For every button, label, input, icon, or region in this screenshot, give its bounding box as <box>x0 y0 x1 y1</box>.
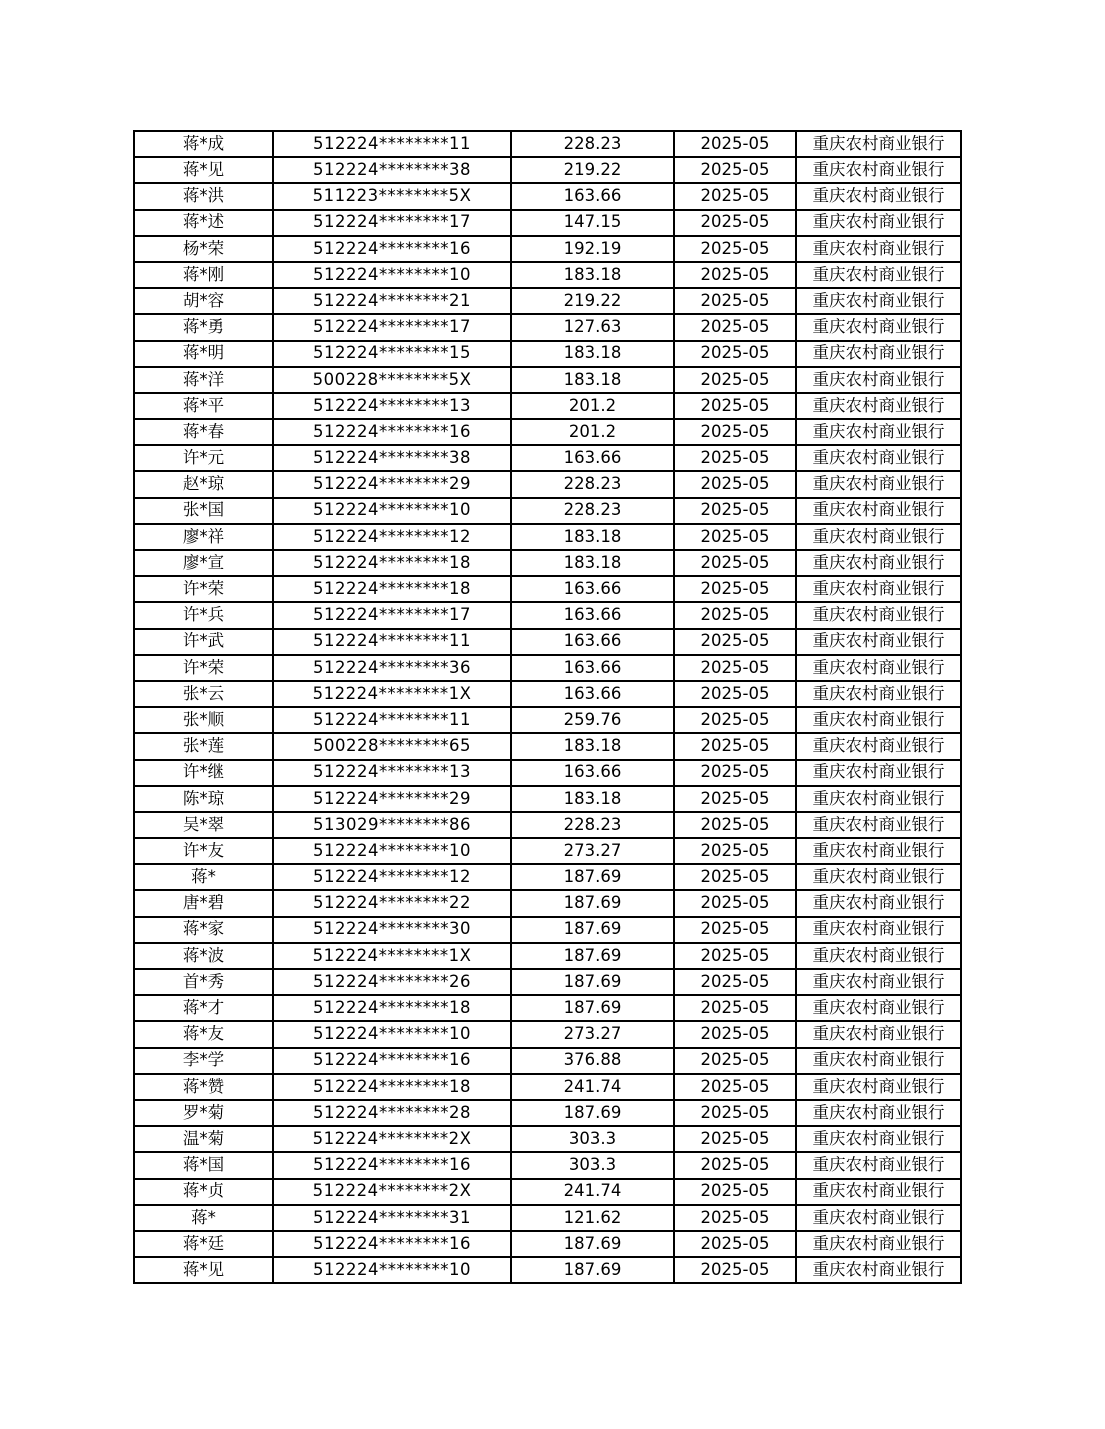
cell-month: 2025-05 <box>674 1021 796 1047</box>
cell-amount: 192.19 <box>511 236 674 262</box>
table-row <box>134 890 961 916</box>
cell-id-number: 512224********1X <box>273 681 511 707</box>
table-row <box>134 1205 961 1231</box>
cell-bank-name: 重庆农村商业银行 <box>796 707 961 733</box>
cell-id-number: 512224********18 <box>273 550 511 576</box>
table-row <box>134 288 961 314</box>
cell-month: 2025-05 <box>674 498 796 524</box>
cell-bank-name: 重庆农村商业银行 <box>796 1205 961 1231</box>
cell-month: 2025-05 <box>674 917 796 943</box>
payment-disclosure-table <box>133 130 962 1284</box>
cell-amount: 219.22 <box>511 288 674 314</box>
table-row <box>134 210 961 236</box>
cell-month: 2025-05 <box>674 341 796 367</box>
cell-month: 2025-05 <box>674 419 796 445</box>
cell-person-name: 许*元 <box>134 445 273 471</box>
cell-amount: 163.66 <box>511 445 674 471</box>
cell-person-name: 胡*容 <box>134 288 273 314</box>
cell-person-name: 蒋*成 <box>134 131 273 157</box>
cell-month: 2025-05 <box>674 157 796 183</box>
cell-id-number: 512224********16 <box>273 1048 511 1074</box>
table-row <box>134 314 961 340</box>
table-row <box>134 760 961 786</box>
cell-bank-name: 重庆农村商业银行 <box>796 1100 961 1126</box>
cell-id-number: 512224********2X <box>273 1179 511 1205</box>
cell-id-number: 512224********11 <box>273 131 511 157</box>
cell-month: 2025-05 <box>674 210 796 236</box>
cell-id-number: 512224********13 <box>273 760 511 786</box>
cell-id-number: 512224********13 <box>273 393 511 419</box>
cell-id-number: 512224********10 <box>273 1021 511 1047</box>
cell-amount: 163.66 <box>511 629 674 655</box>
cell-bank-name: 重庆农村商业银行 <box>796 183 961 209</box>
cell-bank-name: 重庆农村商业银行 <box>796 341 961 367</box>
cell-bank-name: 重庆农村商业银行 <box>796 393 961 419</box>
table-row <box>134 1152 961 1178</box>
table-row <box>134 1231 961 1257</box>
cell-amount: 187.69 <box>511 890 674 916</box>
cell-person-name: 杨*荣 <box>134 236 273 262</box>
cell-month: 2025-05 <box>674 262 796 288</box>
cell-month: 2025-05 <box>674 1126 796 1152</box>
cell-month: 2025-05 <box>674 236 796 262</box>
cell-id-number: 512224********38 <box>273 157 511 183</box>
cell-id-number: 512224********10 <box>273 1257 511 1283</box>
cell-person-name: 蒋*洋 <box>134 367 273 393</box>
table-row <box>134 602 961 628</box>
cell-amount: 183.18 <box>511 733 674 759</box>
cell-amount: 228.23 <box>511 471 674 497</box>
table-body <box>134 131 961 1283</box>
table-row <box>134 183 961 209</box>
cell-person-name: 蒋*见 <box>134 1257 273 1283</box>
cell-id-number: 512224********16 <box>273 419 511 445</box>
cell-amount: 187.69 <box>511 995 674 1021</box>
cell-month: 2025-05 <box>674 314 796 340</box>
cell-id-number: 512224********22 <box>273 890 511 916</box>
cell-person-name: 蒋*国 <box>134 1152 273 1178</box>
cell-month: 2025-05 <box>674 288 796 314</box>
cell-id-number: 512224********10 <box>273 498 511 524</box>
cell-bank-name: 重庆农村商业银行 <box>796 655 961 681</box>
cell-id-number: 512224********17 <box>273 314 511 340</box>
cell-person-name: 许*荣 <box>134 655 273 681</box>
cell-person-name: 蒋*赞 <box>134 1074 273 1100</box>
cell-bank-name: 重庆农村商业银行 <box>796 157 961 183</box>
table-row <box>134 262 961 288</box>
cell-amount: 187.69 <box>511 1257 674 1283</box>
table-row <box>134 1179 961 1205</box>
table-row <box>134 629 961 655</box>
cell-id-number: 511223********5X <box>273 183 511 209</box>
cell-person-name: 蒋*春 <box>134 419 273 445</box>
table-row <box>134 655 961 681</box>
cell-person-name: 蒋* <box>134 864 273 890</box>
cell-month: 2025-05 <box>674 707 796 733</box>
cell-person-name: 许*武 <box>134 629 273 655</box>
cell-amount: 259.76 <box>511 707 674 733</box>
cell-id-number: 512224********30 <box>273 917 511 943</box>
cell-bank-name: 重庆农村商业银行 <box>796 812 961 838</box>
cell-bank-name: 重庆农村商业银行 <box>796 1074 961 1100</box>
cell-amount: 127.63 <box>511 314 674 340</box>
cell-bank-name: 重庆农村商业银行 <box>796 524 961 550</box>
cell-person-name: 蒋*波 <box>134 943 273 969</box>
cell-person-name: 陈*琼 <box>134 786 273 812</box>
cell-bank-name: 重庆农村商业银行 <box>796 733 961 759</box>
cell-id-number: 512224********15 <box>273 341 511 367</box>
cell-id-number: 512224********2X <box>273 1126 511 1152</box>
cell-person-name: 廖*宣 <box>134 550 273 576</box>
cell-id-number: 512224********17 <box>273 602 511 628</box>
cell-bank-name: 重庆农村商业银行 <box>796 236 961 262</box>
cell-person-name: 廖*祥 <box>134 524 273 550</box>
cell-id-number: 512224********36 <box>273 655 511 681</box>
cell-amount: 187.69 <box>511 1100 674 1126</box>
table-row <box>134 157 961 183</box>
cell-bank-name: 重庆农村商业银行 <box>796 864 961 890</box>
cell-month: 2025-05 <box>674 1205 796 1231</box>
cell-month: 2025-05 <box>674 733 796 759</box>
cell-month: 2025-05 <box>674 890 796 916</box>
cell-person-name: 赵*琼 <box>134 471 273 497</box>
cell-amount: 163.66 <box>511 655 674 681</box>
table-row <box>134 419 961 445</box>
cell-bank-name: 重庆农村商业银行 <box>796 917 961 943</box>
cell-id-number: 512224********16 <box>273 1152 511 1178</box>
cell-amount: 183.18 <box>511 786 674 812</box>
cell-person-name: 蒋*友 <box>134 1021 273 1047</box>
cell-amount: 241.74 <box>511 1074 674 1100</box>
table-row <box>134 471 961 497</box>
cell-id-number: 512224********38 <box>273 445 511 471</box>
cell-bank-name: 重庆农村商业银行 <box>796 1126 961 1152</box>
cell-bank-name: 重庆农村商业银行 <box>796 602 961 628</box>
table-row <box>134 445 961 471</box>
cell-amount: 273.27 <box>511 1021 674 1047</box>
cell-month: 2025-05 <box>674 943 796 969</box>
cell-amount: 183.18 <box>511 367 674 393</box>
cell-bank-name: 重庆农村商业银行 <box>796 210 961 236</box>
cell-bank-name: 重庆农村商业银行 <box>796 1021 961 1047</box>
table-row <box>134 1100 961 1126</box>
cell-month: 2025-05 <box>674 471 796 497</box>
cell-bank-name: 重庆农村商业银行 <box>796 1231 961 1257</box>
cell-month: 2025-05 <box>674 812 796 838</box>
cell-amount: 241.74 <box>511 1179 674 1205</box>
cell-id-number: 512224********18 <box>273 576 511 602</box>
cell-amount: 201.2 <box>511 419 674 445</box>
cell-bank-name: 重庆农村商业银行 <box>796 445 961 471</box>
cell-amount: 201.2 <box>511 393 674 419</box>
cell-id-number: 512224********26 <box>273 969 511 995</box>
cell-amount: 163.66 <box>511 576 674 602</box>
cell-bank-name: 重庆农村商业银行 <box>796 1179 961 1205</box>
cell-bank-name: 重庆农村商业银行 <box>796 314 961 340</box>
cell-amount: 163.66 <box>511 760 674 786</box>
cell-id-number: 512224********17 <box>273 210 511 236</box>
cell-id-number: 512224********1X <box>273 943 511 969</box>
cell-person-name: 蒋*才 <box>134 995 273 1021</box>
table-row <box>134 341 961 367</box>
cell-id-number: 512224********11 <box>273 629 511 655</box>
cell-amount: 187.69 <box>511 1231 674 1257</box>
cell-month: 2025-05 <box>674 969 796 995</box>
cell-person-name: 唐*碧 <box>134 890 273 916</box>
cell-bank-name: 重庆农村商业银行 <box>796 943 961 969</box>
cell-amount: 121.62 <box>511 1205 674 1231</box>
cell-month: 2025-05 <box>674 1074 796 1100</box>
cell-bank-name: 重庆农村商业银行 <box>796 262 961 288</box>
cell-month: 2025-05 <box>674 393 796 419</box>
cell-person-name: 蒋*勇 <box>134 314 273 340</box>
cell-id-number: 512224********11 <box>273 707 511 733</box>
cell-month: 2025-05 <box>674 681 796 707</box>
cell-bank-name: 重庆农村商业银行 <box>796 681 961 707</box>
cell-id-number: 512224********21 <box>273 288 511 314</box>
table-row <box>134 943 961 969</box>
cell-id-number: 512224********12 <box>273 524 511 550</box>
cell-month: 2025-05 <box>674 550 796 576</box>
cell-person-name: 罗*菊 <box>134 1100 273 1126</box>
cell-bank-name: 重庆农村商业银行 <box>796 890 961 916</box>
cell-person-name: 蒋*平 <box>134 393 273 419</box>
table-row <box>134 1021 961 1047</box>
cell-id-number: 512224********12 <box>273 864 511 890</box>
cell-id-number: 500228********65 <box>273 733 511 759</box>
cell-id-number: 512224********31 <box>273 1205 511 1231</box>
cell-id-number: 512224********29 <box>273 471 511 497</box>
cell-amount: 376.88 <box>511 1048 674 1074</box>
cell-month: 2025-05 <box>674 786 796 812</box>
cell-person-name: 蒋*见 <box>134 157 273 183</box>
cell-bank-name: 重庆农村商业银行 <box>796 288 961 314</box>
cell-month: 2025-05 <box>674 576 796 602</box>
cell-bank-name: 重庆农村商业银行 <box>796 131 961 157</box>
cell-person-name: 蒋* <box>134 1205 273 1231</box>
cell-month: 2025-05 <box>674 655 796 681</box>
cell-amount: 163.66 <box>511 602 674 628</box>
cell-id-number: 512224********10 <box>273 838 511 864</box>
cell-bank-name: 重庆农村商业银行 <box>796 498 961 524</box>
cell-bank-name: 重庆农村商业银行 <box>796 576 961 602</box>
cell-id-number: 512224********28 <box>273 1100 511 1126</box>
cell-person-name: 蒋*家 <box>134 917 273 943</box>
cell-id-number: 512224********29 <box>273 786 511 812</box>
cell-person-name: 许*继 <box>134 760 273 786</box>
cell-amount: 187.69 <box>511 917 674 943</box>
table-row <box>134 367 961 393</box>
cell-bank-name: 重庆农村商业银行 <box>796 760 961 786</box>
cell-person-name: 张*云 <box>134 681 273 707</box>
cell-amount: 187.69 <box>511 864 674 890</box>
cell-bank-name: 重庆农村商业银行 <box>796 367 961 393</box>
table-row <box>134 707 961 733</box>
cell-bank-name: 重庆农村商业银行 <box>796 1257 961 1283</box>
cell-month: 2025-05 <box>674 183 796 209</box>
cell-person-name: 蒋*明 <box>134 341 273 367</box>
table-row <box>134 236 961 262</box>
cell-bank-name: 重庆农村商业银行 <box>796 1048 961 1074</box>
cell-id-number: 512224********18 <box>273 1074 511 1100</box>
cell-amount: 163.66 <box>511 183 674 209</box>
cell-id-number: 512224********16 <box>273 1231 511 1257</box>
table-row <box>134 1126 961 1152</box>
cell-amount: 183.18 <box>511 341 674 367</box>
cell-id-number: 500228********5X <box>273 367 511 393</box>
cell-month: 2025-05 <box>674 524 796 550</box>
cell-person-name: 张*顺 <box>134 707 273 733</box>
cell-person-name: 李*学 <box>134 1048 273 1074</box>
cell-amount: 228.23 <box>511 812 674 838</box>
cell-person-name: 蒋*述 <box>134 210 273 236</box>
cell-bank-name: 重庆农村商业银行 <box>796 419 961 445</box>
cell-month: 2025-05 <box>674 1100 796 1126</box>
cell-amount: 219.22 <box>511 157 674 183</box>
cell-month: 2025-05 <box>674 995 796 1021</box>
table-row <box>134 1257 961 1283</box>
cell-amount: 183.18 <box>511 524 674 550</box>
cell-bank-name: 重庆农村商业银行 <box>796 995 961 1021</box>
cell-amount: 147.15 <box>511 210 674 236</box>
cell-month: 2025-05 <box>674 1257 796 1283</box>
cell-bank-name: 重庆农村商业银行 <box>796 550 961 576</box>
table-row <box>134 550 961 576</box>
cell-id-number: 513029********86 <box>273 812 511 838</box>
table-row <box>134 786 961 812</box>
cell-amount: 183.18 <box>511 262 674 288</box>
cell-month: 2025-05 <box>674 838 796 864</box>
cell-month: 2025-05 <box>674 1048 796 1074</box>
cell-id-number: 512224********10 <box>273 262 511 288</box>
cell-amount: 228.23 <box>511 498 674 524</box>
cell-bank-name: 重庆农村商业银行 <box>796 629 961 655</box>
cell-month: 2025-05 <box>674 1231 796 1257</box>
table-row <box>134 812 961 838</box>
table-row <box>134 576 961 602</box>
cell-month: 2025-05 <box>674 864 796 890</box>
table-row <box>134 498 961 524</box>
cell-person-name: 蒋*洪 <box>134 183 273 209</box>
cell-amount: 183.18 <box>511 550 674 576</box>
cell-person-name: 温*菊 <box>134 1126 273 1152</box>
cell-month: 2025-05 <box>674 367 796 393</box>
cell-month: 2025-05 <box>674 602 796 628</box>
cell-amount: 187.69 <box>511 969 674 995</box>
table-row <box>134 995 961 1021</box>
cell-person-name: 许*友 <box>134 838 273 864</box>
table-row <box>134 838 961 864</box>
cell-amount: 303.3 <box>511 1126 674 1152</box>
cell-month: 2025-05 <box>674 1152 796 1178</box>
table-row <box>134 969 961 995</box>
cell-person-name: 张*莲 <box>134 733 273 759</box>
cell-amount: 273.27 <box>511 838 674 864</box>
cell-bank-name: 重庆农村商业银行 <box>796 1152 961 1178</box>
table-row <box>134 917 961 943</box>
table-row <box>134 1048 961 1074</box>
cell-bank-name: 重庆农村商业银行 <box>796 838 961 864</box>
table-row <box>134 131 961 157</box>
cell-amount: 187.69 <box>511 943 674 969</box>
cell-id-number: 512224********16 <box>273 236 511 262</box>
table-row <box>134 864 961 890</box>
cell-month: 2025-05 <box>674 760 796 786</box>
cell-person-name: 蒋*廷 <box>134 1231 273 1257</box>
cell-bank-name: 重庆农村商业银行 <box>796 969 961 995</box>
table-row <box>134 733 961 759</box>
cell-person-name: 吴*翠 <box>134 812 273 838</box>
cell-id-number: 512224********18 <box>273 995 511 1021</box>
cell-amount: 228.23 <box>511 131 674 157</box>
cell-amount: 163.66 <box>511 681 674 707</box>
cell-person-name: 许*荣 <box>134 576 273 602</box>
cell-person-name: 许*兵 <box>134 602 273 628</box>
table-row <box>134 681 961 707</box>
cell-person-name: 蒋*刚 <box>134 262 273 288</box>
cell-month: 2025-05 <box>674 445 796 471</box>
cell-person-name: 蒋*贞 <box>134 1179 273 1205</box>
cell-person-name: 张*国 <box>134 498 273 524</box>
table-row <box>134 393 961 419</box>
cell-amount: 303.3 <box>511 1152 674 1178</box>
cell-month: 2025-05 <box>674 1179 796 1205</box>
table-row <box>134 1074 961 1100</box>
cell-month: 2025-05 <box>674 629 796 655</box>
cell-bank-name: 重庆农村商业银行 <box>796 786 961 812</box>
cell-person-name: 首*秀 <box>134 969 273 995</box>
table-row <box>134 524 961 550</box>
cell-bank-name: 重庆农村商业银行 <box>796 471 961 497</box>
cell-month: 2025-05 <box>674 131 796 157</box>
